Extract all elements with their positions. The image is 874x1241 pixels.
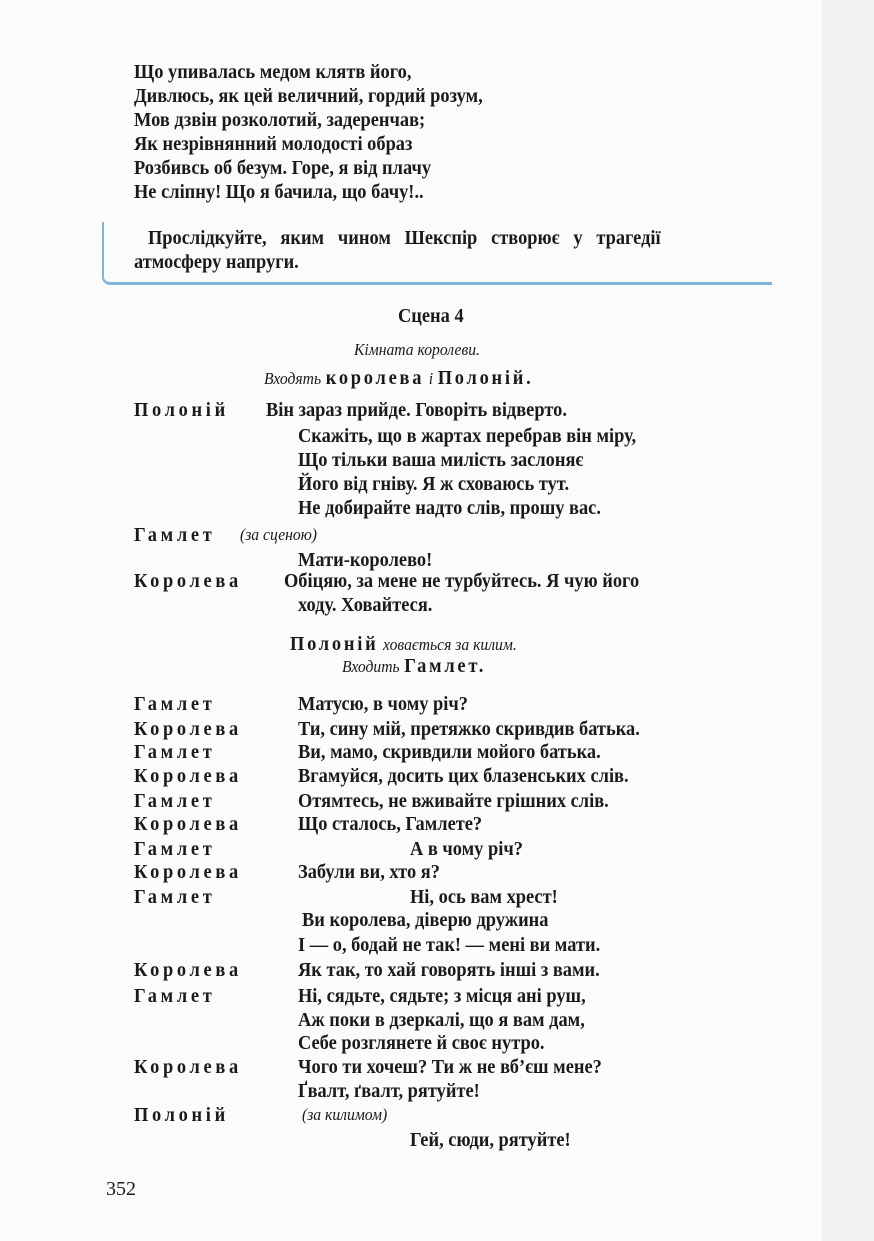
speech-line: Він зараз прийде. Говоріть відверто. bbox=[266, 399, 567, 421]
stage-direction bbox=[264, 366, 534, 391]
page-number: 352 bbox=[106, 1178, 136, 1200]
speech-line: Матусю, в чому річ? bbox=[298, 693, 468, 715]
speech-line: І — о, бодай не так! — мені ви мати. bbox=[298, 934, 601, 956]
speaker-name: Полоній bbox=[134, 1104, 229, 1126]
speech-line: Як так, то хай говорять інші з вами. bbox=[298, 959, 600, 981]
speech-line: Чого ти хочеш? Ти ж не вб’єш мене? bbox=[298, 1056, 602, 1078]
speaker-name: Гамлет bbox=[134, 741, 216, 763]
verse-line: Що упивалась медом клятв його, bbox=[134, 61, 412, 83]
stage-word: і bbox=[428, 369, 434, 388]
verse-line: Не сліпну! Що я бачила, що бачу!.. bbox=[134, 181, 424, 203]
speaker-name: Гамлет bbox=[134, 524, 216, 546]
speech-line: Вгамуйся, досить цих блазенських слів. bbox=[298, 765, 629, 787]
speech-line: Мати-королево! bbox=[298, 549, 433, 571]
speech-line: А в чому річ? bbox=[410, 838, 523, 860]
speech-line: Себе розглянете й своє нутро. bbox=[298, 1032, 545, 1054]
stage-note: (за килимом) bbox=[302, 1105, 388, 1124]
speaker-name: Гамлет bbox=[134, 693, 216, 715]
speech-line: Ви королева, діверю дружина bbox=[302, 909, 549, 931]
character-name: Полоній bbox=[290, 633, 379, 655]
stage-direction bbox=[342, 654, 486, 679]
speech-line: Ні, ось вам хрест! bbox=[410, 886, 558, 908]
verse-line: Як незрівнянний молодості образ bbox=[134, 133, 413, 155]
speaker-name: Королева bbox=[134, 813, 242, 835]
speech-line: Що тільки ваша милість заслоняє bbox=[298, 449, 584, 471]
stage-word: ховається за килим. bbox=[383, 635, 517, 654]
speech-line: Ви, мамо, скривдили мойого батька. bbox=[298, 741, 601, 763]
verse-line: Дивлюсь, як цей величний, гордий розум, bbox=[134, 85, 483, 107]
speaker-name: Королева bbox=[134, 861, 242, 883]
character-name: королева bbox=[325, 367, 425, 389]
speech-line: Його від гніву. Я ж сховаюсь тут. bbox=[298, 473, 570, 495]
speech-line: Не добирайте надто слів, прошу вас. bbox=[298, 497, 601, 519]
speech-line: Ґвалт, ґвалт, рятуйте! bbox=[298, 1080, 480, 1102]
speech-line: Ти, сину мій, претяжко скривдив батька. bbox=[298, 718, 640, 740]
speech-line: Гей, сюди, рятуйте! bbox=[410, 1129, 571, 1151]
speech-line: Отямтесь, не вживайте грішних слів. bbox=[298, 790, 609, 812]
verse-line: Розбивсь об безум. Горе, я від плачу bbox=[134, 157, 432, 179]
speaker-name: Королева bbox=[134, 1056, 242, 1078]
verse-line: Мов дзвін розколотий, задеренчав; bbox=[134, 109, 426, 131]
speech-line: Забули ви, хто я? bbox=[298, 861, 440, 883]
speaker-name: Полоній bbox=[134, 399, 229, 421]
speaker-name: Гамлет bbox=[134, 886, 216, 908]
task-text: Прослідкуйте, яким чином Шекспір створює у трагедії bbox=[148, 227, 661, 249]
stage-note: (за сценою) bbox=[240, 525, 317, 544]
speech-line: Аж поки в дзеркалі, що я вам дам, bbox=[298, 1009, 585, 1031]
speech-line: Скажіть, що в жартах перебрав він міру, bbox=[298, 425, 637, 447]
stage-word: Входить bbox=[342, 657, 400, 676]
speaker-name: Королева bbox=[134, 570, 242, 592]
speaker-name: Гамлет bbox=[134, 985, 216, 1007]
speech-line: Ні, сядьте, сядьте; з місця ані руш, bbox=[298, 985, 586, 1007]
page-edge bbox=[822, 0, 874, 1241]
speaker-name: Гамлет bbox=[134, 838, 216, 860]
speech-line: Що сталось, Гамлете? bbox=[298, 813, 483, 835]
scene-title: Сцена 4 bbox=[398, 305, 464, 327]
speaker-name: Королева bbox=[134, 718, 242, 740]
speaker-name: Гамлет bbox=[134, 790, 216, 812]
stage-word: Входять bbox=[264, 369, 322, 388]
speech-line: Обіцяю, за мене не турбуйтесь. Я чую його bbox=[284, 570, 640, 592]
character-name: Полоній. bbox=[437, 367, 534, 389]
speaker-name: Королева bbox=[134, 765, 242, 787]
speaker-name: Королева bbox=[134, 959, 242, 981]
character-name: Гамлет. bbox=[404, 655, 487, 677]
stage-direction: Кімната королеви. bbox=[354, 340, 480, 359]
speech-line: ходу. Ховайтеся. bbox=[298, 594, 433, 616]
task-text: атмосферу напруги. bbox=[134, 251, 299, 273]
